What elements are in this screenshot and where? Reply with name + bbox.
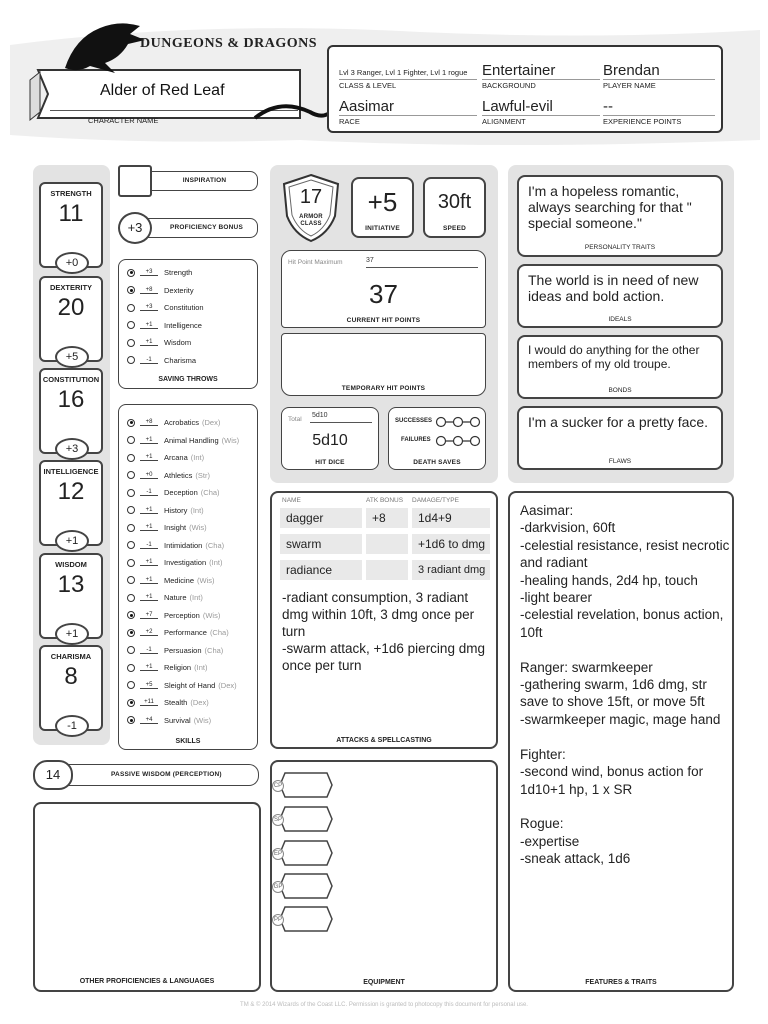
player-name-label: PLAYER NAME — [603, 81, 656, 90]
proficiency-checkbox[interactable] — [127, 524, 135, 532]
flaws[interactable] — [517, 406, 723, 470]
ability-wisdom — [39, 553, 103, 639]
proficiency-checkbox[interactable] — [127, 646, 135, 654]
initiative-label: INITIATIVE — [365, 225, 400, 232]
alignment-field[interactable] — [482, 87, 600, 127]
proficiency-checkbox[interactable] — [127, 321, 135, 329]
current-hit-points[interactable] — [281, 250, 486, 328]
proficiency-value[interactable]: +3 — [118, 212, 152, 244]
proficiency-checkbox[interactable] — [127, 286, 135, 294]
skill-bonus[interactable]: +0 — [140, 472, 158, 479]
saving-throw-row[interactable] — [127, 317, 202, 334]
hp-max-label: Hit Point Maximum — [288, 259, 343, 266]
saving-throws — [118, 259, 258, 389]
skill-row[interactable] — [127, 432, 239, 449]
dragon-logo-icon — [60, 18, 150, 76]
skill-bonus[interactable]: +2 — [140, 629, 158, 636]
skill-name: Survival — [164, 715, 191, 725]
saving-throw-name: Wisdom — [164, 338, 192, 347]
skill-row[interactable] — [127, 554, 222, 571]
proficiency-bonus — [118, 212, 260, 246]
coin-hex-icon — [279, 840, 333, 866]
proficiency-checkbox[interactable] — [127, 454, 135, 462]
speed-value[interactable]: 30ft — [437, 191, 472, 213]
coin-pp[interactable] — [273, 906, 333, 932]
failures-label: FAILURES — [401, 437, 431, 443]
ability-dexterity — [39, 276, 103, 362]
skill-bonus[interactable]: +11 — [140, 699, 158, 706]
skill-row[interactable] — [127, 694, 209, 711]
successes-label: SUCCESSES — [395, 418, 433, 424]
saving-throw-name: Charisma — [164, 355, 197, 365]
skill-bonus[interactable]: +1 — [140, 507, 158, 514]
ability-score[interactable]: 12 — [57, 478, 85, 505]
ability-modifier[interactable]: +1 — [55, 530, 89, 552]
skill-ability: (Cha) — [209, 628, 229, 637]
features-text: Aasimar: -darkvision, 60ft -celestial resistance, resist necrotic and radiant -healing hands, 2d4 hp, touch -light bearer -celestial revelation, bonus action, 10ft Ranger: swarmkeeper -gathering swarm, 1d6 dmg, str save to shove 15ft, or move 5ft -swarmkeeper magic, mage hand Fighter: -second wind, bonus action for 1d10+1 hp, 1 x SR Rogue: -expertise -sneak attack, 1d6 — [520, 503, 730, 867]
armor-class — [280, 172, 342, 244]
passive-wisdom-label: PASSIVE WISDOM (PERCEPTION) — [111, 771, 222, 778]
ability-score[interactable]: 16 — [57, 386, 85, 413]
skill-row[interactable] — [127, 537, 224, 554]
proficiency-checkbox[interactable] — [127, 419, 135, 427]
experience-field[interactable] — [603, 87, 715, 127]
success-circle — [437, 418, 446, 427]
proficiency-label-box — [148, 218, 258, 238]
race-field[interactable] — [339, 87, 477, 127]
hit-dice — [281, 407, 379, 470]
skill-name: Animal Handling — [164, 435, 219, 445]
saving-throw-bonus[interactable]: +8 — [140, 287, 158, 294]
saving-throw-row[interactable] — [127, 299, 204, 316]
attacks-col-bonus: ATK BONUS — [366, 497, 404, 504]
ability-name: STRENGTH — [50, 189, 92, 198]
skill-ability: (Dex) — [202, 418, 221, 427]
attacks-col-name: NAME — [282, 497, 301, 504]
saving-throw-name: Constitution — [164, 303, 204, 312]
features-label: FEATURES & TRAITS — [585, 979, 657, 986]
proficiency-checkbox[interactable] — [127, 436, 135, 444]
coin-label: GP — [272, 881, 284, 893]
coin-hex-icon — [279, 906, 333, 932]
skill-name: Acrobatics — [164, 418, 200, 427]
saving-throw-bonus[interactable]: +1 — [140, 339, 158, 346]
skill-bonus[interactable]: -1 — [140, 542, 158, 549]
skill-name: Religion — [164, 663, 192, 672]
ability-name: DEXTERITY — [49, 283, 93, 292]
skill-ability: (Dex) — [190, 698, 209, 707]
ability-modifier[interactable]: -1 — [55, 715, 89, 737]
skill-bonus[interactable]: +4 — [140, 717, 158, 724]
header-fields — [327, 45, 723, 133]
speed — [423, 177, 486, 238]
skill-name: Stealth — [164, 698, 188, 707]
proficiency-checkbox[interactable] — [127, 559, 135, 567]
saving-throw-bonus[interactable]: -1 — [140, 357, 158, 364]
skills — [118, 404, 258, 750]
skill-name: Intimidation — [164, 540, 203, 550]
other-proficiencies[interactable] — [33, 802, 261, 992]
skill-name: Athletics — [164, 470, 193, 480]
skill-ability: (Cha) — [205, 540, 225, 550]
skill-bonus[interactable]: -1 — [140, 647, 158, 654]
skill-ability: (Wis) — [221, 435, 240, 445]
saving-throw-name: Strength — [164, 268, 193, 277]
skill-name: Sleight of Hand — [164, 680, 216, 690]
success-checkboxes[interactable] — [435, 416, 481, 428]
initiative — [351, 177, 414, 238]
other-proficiencies-label: OTHER PROFICIENCIES & LANGUAGES — [79, 978, 215, 985]
current-hp-label: CURRENT HIT POINTS — [346, 317, 421, 324]
personality-traits-text: I'm a hopeless romantic, always searching for that " special someone." — [528, 183, 692, 231]
hit-dice-label: HIT DICE — [315, 459, 345, 466]
coin-label: SP — [272, 814, 284, 826]
saving-throw-row[interactable] — [127, 282, 194, 299]
attack-name[interactable]: radiance — [280, 560, 362, 580]
ability-name: WISDOM — [55, 560, 87, 569]
flaws-text: I'm a sucker for a pretty face. — [528, 414, 709, 430]
class-level-field[interactable] — [339, 51, 477, 91]
skill-ability: (Int) — [190, 505, 204, 515]
alignment-label: ALIGNMENT — [482, 117, 526, 126]
skill-bonus[interactable]: +5 — [140, 682, 158, 689]
death-saves-label: DEATH SAVES — [413, 459, 461, 466]
inspiration-box[interactable] — [118, 165, 152, 197]
skill-ability: (Wis) — [197, 575, 215, 585]
skill-bonus[interactable]: +8 — [140, 419, 158, 426]
success-circle — [454, 418, 463, 427]
ability-modifier[interactable]: +1 — [55, 623, 89, 645]
logo-text: DUNGEONS & DRAGONS — [140, 36, 318, 51]
ability-score[interactable]: 8 — [64, 663, 78, 690]
skill-ability: (Wis) — [189, 523, 207, 532]
hp-max-line — [366, 267, 478, 268]
race-label: RACE — [339, 117, 360, 126]
inspiration — [118, 165, 260, 199]
skill-ability: (Wis) — [193, 715, 212, 725]
skill-name: Investigation — [164, 558, 207, 567]
failure-circle — [471, 437, 480, 446]
failure-circle — [454, 437, 463, 446]
skill-row[interactable] — [127, 519, 207, 536]
class-level-label: CLASS & LEVEL — [339, 81, 397, 90]
proficiency-checkbox[interactable] — [127, 594, 135, 602]
skill-ability: (Int) — [194, 663, 208, 672]
skill-row[interactable] — [127, 712, 211, 729]
skill-name: Deception — [164, 488, 198, 497]
hit-dice-value[interactable]: 5d10 — [312, 432, 348, 449]
features-traits[interactable] — [508, 491, 734, 992]
proficiency-checkbox[interactable] — [127, 664, 135, 672]
banner-scroll-icon — [250, 100, 330, 136]
skill-row[interactable] — [127, 607, 220, 624]
attacks-label: ATTACKS & SPELLCASTING — [336, 737, 432, 744]
saving-throw-bonus[interactable]: +3 — [140, 304, 158, 311]
proficiency-checkbox[interactable] — [127, 304, 135, 312]
attacks-spellcasting — [270, 491, 498, 749]
skill-name: Nature — [164, 593, 187, 602]
proficiency-checkbox[interactable] — [127, 339, 135, 347]
success-circle — [471, 418, 480, 427]
attacks-col-damage: DAMAGE/TYPE — [412, 497, 459, 504]
skill-row[interactable] — [127, 589, 203, 606]
proficiency-checkbox[interactable] — [127, 611, 135, 619]
attack-damage[interactable]: +1d6 to dmg — [412, 534, 490, 554]
ability-score[interactable]: 13 — [57, 571, 85, 598]
skill-ability: (Dex) — [218, 680, 237, 690]
inspiration-label: INSPIRATION — [182, 177, 227, 184]
attacks-notes[interactable]: -radiant consumption, 3 radiant dmg within 10ft, 3 dmg once per turn -swarm attack, +1d6 piercing dmg once per turn — [282, 590, 485, 673]
saving-throws-label: SAVING THROWS — [158, 376, 218, 383]
alignment-value: Lawful-evil — [482, 98, 553, 115]
coin-ep[interactable] — [273, 840, 333, 866]
coin-gp[interactable] — [273, 873, 333, 899]
skill-name: Medicine — [164, 575, 195, 585]
background-label: BACKGROUND — [482, 81, 536, 90]
skill-row[interactable] — [127, 677, 237, 694]
skill-row[interactable] — [127, 624, 229, 641]
skill-row[interactable] — [127, 484, 220, 501]
skill-row[interactable] — [127, 659, 207, 676]
proficiency-label: PROFICIENCY BONUS — [170, 224, 243, 231]
attack-name[interactable]: dagger — [280, 508, 362, 528]
proficiency-checkbox[interactable] — [127, 506, 135, 514]
experience-label: EXPERIENCE POINTS — [603, 117, 682, 126]
ability-modifier[interactable]: +5 — [55, 346, 89, 368]
skill-row[interactable] — [127, 414, 220, 431]
attack-bonus[interactable] — [366, 534, 408, 554]
footer-copyright: TM & © 2014 Wizards of the Coast LLC. Permission is granted to photocopy this document for personal use. — [240, 1002, 528, 1008]
coin-hex-icon — [279, 873, 333, 899]
coin-label: EP — [272, 848, 284, 860]
attack-damage[interactable]: 3 radiant dmg — [412, 560, 490, 580]
attack-bonus[interactable]: +8 — [366, 508, 408, 528]
proficiency-checkbox[interactable] — [127, 576, 135, 584]
ability-strength — [39, 182, 103, 268]
player-name-field[interactable] — [603, 51, 715, 91]
passive-wisdom-value[interactable]: 14 — [33, 760, 73, 790]
saving-throw-row[interactable] — [127, 352, 196, 369]
temp-hp-label: TEMPORARY HIT POINTS — [341, 385, 426, 392]
temporary-hit-points[interactable] — [281, 333, 486, 396]
attack-damage[interactable]: 1d4+9 — [412, 508, 490, 528]
personality-traits[interactable] — [517, 175, 723, 257]
skill-bonus[interactable]: -1 — [140, 489, 158, 496]
bonds-text: I would do anything for the other members of my old troupe. — [528, 343, 700, 371]
ideals-text: The world is in need of new ideas and bold action. — [528, 272, 699, 304]
skill-name: Arcana — [164, 453, 188, 462]
skill-bonus[interactable]: +1 — [140, 437, 158, 444]
failure-circle — [437, 437, 446, 446]
ability-charisma — [39, 645, 103, 731]
background-field[interactable] — [482, 51, 600, 91]
ideals-label: IDEALS — [608, 316, 632, 323]
skill-ability: (Str) — [195, 470, 210, 480]
skill-ability: (Cha) — [200, 488, 220, 497]
skill-row[interactable] — [127, 502, 204, 519]
hp-max-value[interactable]: 37 — [366, 257, 374, 264]
skill-bonus[interactable]: +1 — [140, 577, 158, 584]
proficiency-checkbox[interactable] — [127, 356, 135, 364]
saving-throw-row[interactable] — [127, 334, 191, 351]
proficiency-checkbox[interactable] — [127, 681, 135, 689]
ability-intelligence — [39, 460, 103, 546]
coin-hex-icon — [279, 806, 333, 832]
class-level-value: Lvl 3 Ranger, Lvl 1 Fighter, Lvl 1 rogue — [339, 68, 468, 77]
character-name-label: CHARACTER NAME — [88, 116, 159, 125]
character-name[interactable]: Alder of Red Leaf — [100, 82, 225, 99]
hit-dice-total-line — [310, 422, 372, 423]
other-proficiencies-text — [35, 804, 259, 816]
attack-bonus[interactable] — [366, 560, 408, 580]
skill-name: Persuasion — [164, 645, 202, 655]
ability-name: CONSTITUTION — [42, 375, 100, 384]
skill-name: History — [164, 505, 188, 515]
ability-constitution — [39, 368, 103, 454]
personality-traits-label: PERSONALITY TRAITS — [584, 244, 656, 251]
proficiency-checkbox[interactable] — [127, 716, 135, 724]
equipment-label: EQUIPMENT — [363, 979, 405, 986]
saving-throw-name: Intelligence — [164, 320, 202, 330]
attack-name[interactable]: swarm — [280, 534, 362, 554]
skill-ability: (Int) — [209, 558, 223, 567]
skill-name: Insight — [164, 523, 187, 532]
bonds-label: BONDS — [608, 387, 632, 394]
coin-label: PP — [272, 914, 284, 926]
armor-class-label: ARMOR CLASS — [299, 214, 323, 227]
skill-name: Performance — [164, 628, 207, 637]
coin-sp[interactable] — [273, 806, 333, 832]
coin-label: CP — [272, 780, 284, 792]
inspiration-label-box — [152, 171, 258, 191]
skill-row[interactable] — [127, 572, 215, 589]
saving-throw-bonus[interactable]: +1 — [140, 322, 158, 329]
skills-label: SKILLS — [175, 738, 201, 745]
failure-checkboxes[interactable] — [435, 435, 481, 447]
ability-name: INTELLIGENCE — [43, 467, 99, 476]
skill-name: Perception — [164, 610, 200, 620]
skill-row[interactable] — [127, 467, 210, 484]
saving-throw-name: Dexterity — [164, 285, 194, 295]
speed-label: SPEED — [442, 225, 467, 232]
ideals[interactable] — [517, 264, 723, 328]
skill-row[interactable] — [127, 642, 223, 659]
ability-name: CHARISMA — [50, 652, 92, 661]
bonds[interactable] — [517, 335, 723, 399]
skill-bonus[interactable]: +1 — [140, 454, 158, 461]
experience-value: -- — [603, 98, 613, 115]
skill-bonus[interactable]: +7 — [140, 612, 158, 619]
coin-cp[interactable] — [273, 772, 333, 798]
saving-throw-row[interactable] — [127, 264, 192, 281]
proficiency-checkbox[interactable] — [127, 269, 135, 277]
skill-bonus[interactable]: +1 — [140, 594, 158, 601]
proficiency-checkbox[interactable] — [127, 489, 135, 497]
skill-ability: (Cha) — [204, 645, 224, 655]
initiative-value[interactable]: +5 — [367, 187, 398, 217]
hit-dice-total-label: Total — [288, 416, 302, 423]
skill-ability: (Wis) — [202, 610, 221, 620]
coin-hex-icon — [279, 772, 333, 798]
ability-score[interactable]: 11 — [58, 200, 84, 227]
proficiency-checkbox[interactable] — [127, 629, 135, 637]
ability-modifier[interactable]: +0 — [55, 252, 89, 274]
ability-modifier[interactable]: +3 — [55, 438, 89, 460]
background-value: Entertainer — [482, 62, 556, 79]
skill-row[interactable] — [127, 449, 204, 466]
skill-ability: (Int) — [189, 593, 203, 602]
flaws-label: FLAWS — [608, 458, 632, 465]
skill-bonus[interactable]: +1 — [140, 524, 158, 531]
hit-dice-total-value[interactable]: 5d10 — [312, 412, 328, 419]
proficiency-checkbox[interactable] — [127, 699, 135, 707]
death-saves — [388, 407, 486, 470]
armor-class-value[interactable]: 17 — [299, 186, 323, 208]
player-name-value: Brendan — [603, 62, 660, 79]
passive-wisdom — [33, 760, 261, 790]
current-hp-value: 37 — [369, 279, 398, 309]
skill-bonus[interactable]: +1 — [140, 559, 158, 566]
ability-score[interactable]: 20 — [57, 294, 85, 321]
proficiency-checkbox[interactable] — [127, 471, 135, 479]
passive-wisdom-label-box — [63, 764, 259, 786]
skill-bonus[interactable]: +1 — [140, 664, 158, 671]
header — [0, 0, 768, 150]
skill-ability: (Int) — [190, 453, 205, 462]
race-value: Aasimar — [339, 98, 395, 115]
saving-throw-bonus[interactable]: +3 — [140, 269, 158, 276]
proficiency-checkbox[interactable] — [127, 541, 135, 549]
